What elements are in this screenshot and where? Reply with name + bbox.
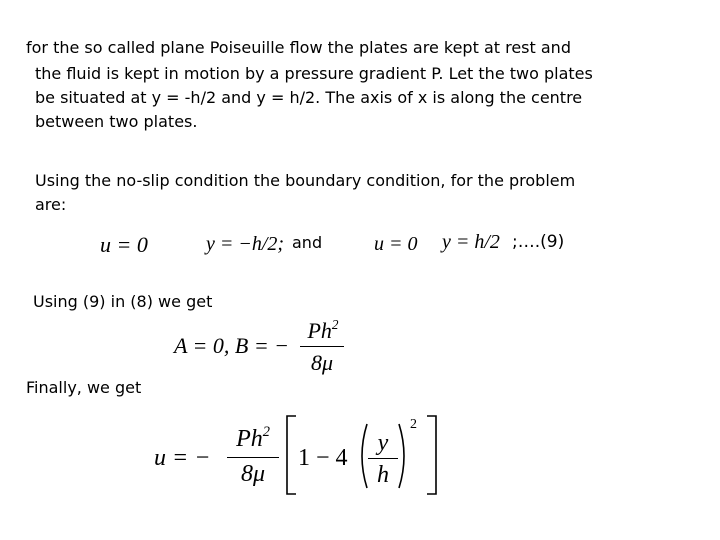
result-fraction-bar	[300, 346, 344, 347]
using-9-in-8-text: Using (9) in (8) we get	[33, 292, 213, 311]
intro-line-3: be situated at y = -h/2 and y = h/2. The axis of x is along the centre	[35, 88, 583, 107]
inner-fraction-bar	[368, 458, 398, 459]
right-square-bracket	[424, 414, 440, 496]
inner-numerator: y	[377, 430, 389, 456]
intro-line-2: the fluid is kept in motion by a pressure gradient P. Let the two plates	[35, 64, 593, 83]
result-numerator	[300, 318, 346, 344]
final-exponent: 2	[262, 423, 270, 440]
intro-line-4: between two plates.	[35, 112, 198, 131]
bc-line-1: Using the no-slip condition the boundary condition, for the problem	[35, 171, 576, 190]
finally-text: Finally, we get	[26, 378, 142, 397]
bc-and-text: and	[292, 233, 323, 252]
final-denominator: 8μ	[240, 461, 266, 487]
equation-reference-9: ;….(9)	[512, 232, 565, 252]
bc-u-equals-zero-1: u = 0	[100, 232, 148, 257]
bc-u-equals-zero-2: u = 0	[374, 233, 418, 255]
outer-exponent: 2	[410, 417, 417, 432]
final-fraction-bar	[227, 457, 279, 458]
bc-line-2: are:	[35, 195, 67, 214]
result-exponent: 2	[331, 316, 339, 332]
final-numerator-text: Ph	[236, 426, 263, 452]
result-lhs: A = 0, B = −	[174, 333, 290, 358]
result-numerator-text: Ph	[307, 318, 332, 343]
result-denominator: 8μ	[310, 350, 334, 375]
right-parenthesis	[396, 422, 410, 490]
final-numerator	[227, 423, 279, 453]
final-lhs: u = −	[154, 445, 211, 471]
bracket-one-minus-four: 1 − 4	[298, 445, 348, 471]
inner-denominator: h	[377, 462, 389, 488]
bc-y-upper-plate: y = h/2	[442, 231, 500, 253]
intro-line-1: for the so called plane Poiseuille flow the plates are kept at rest and	[26, 38, 571, 57]
bc-y-lower-plate: y = −h/2;	[206, 233, 285, 255]
